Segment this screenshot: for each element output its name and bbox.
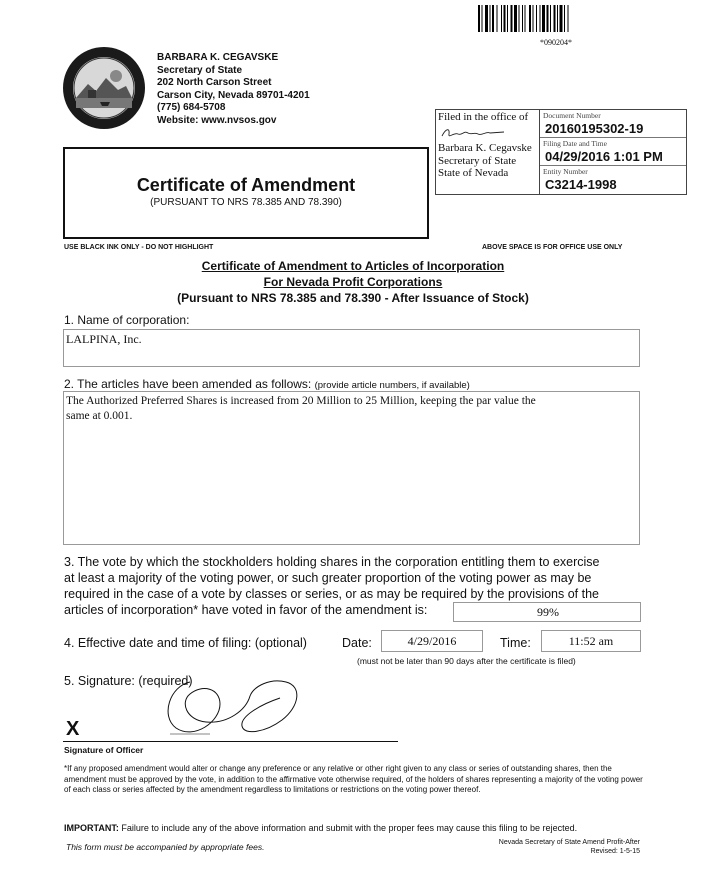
filing-date-value: 04/29/2016 1:01 PM [545, 149, 663, 164]
amendment-label-text: 2. The articles have been amended as follows: [64, 377, 312, 391]
filed-officer-block [438, 142, 532, 180]
nevada-state-seal [62, 46, 146, 130]
signature-x-mark: X [66, 718, 80, 740]
document-number-cell [540, 110, 686, 138]
vote-percentage-value: 99% [537, 605, 559, 619]
entity-number-cell [540, 166, 686, 194]
phone-number: (775) 684-5708 [157, 102, 226, 114]
effective-time-value: 11:52 am [568, 634, 614, 648]
website: Website: www.nvsos.gov [157, 114, 277, 126]
form-revision [440, 838, 640, 856]
filed-title-line: Secretary of State [438, 154, 517, 167]
effective-date-value: 4/29/2016 [407, 634, 457, 648]
date-label: Date: [342, 636, 372, 650]
filed-name-line: Barbara K. Cegavske [438, 142, 532, 154]
entity-number-value: C3214-1998 [545, 177, 617, 192]
filed-state-line: State of Nevada [438, 167, 509, 179]
signature-caption: Signature of Officer [64, 745, 144, 755]
document-number-value: 20160195302-19 [545, 121, 644, 136]
secretary-address [157, 52, 310, 128]
barcode-number: *090204* [540, 38, 572, 47]
effective-time-field[interactable] [541, 630, 641, 652]
filed-in-label: Filed in the office of [438, 111, 529, 123]
footnote: *If any proposed amendment would alter or change any preference or any relative or other right given to any class or series of outstanding shares, then the amendment must be approved by the vote, in addition to the affirmative vote otherwise required, of the holders of shares representing a majority of the voting power of each class or series affected by the amendment regardless to limitations or restrictions on the voting power thereof. [64, 764, 643, 795]
vote-question-line2: at least a majority of the voting power, or such greater proportion of the voting power as may be [64, 571, 592, 585]
important-label: IMPORTANT: [64, 823, 119, 833]
signature-label: 5. Signature: (required) [64, 674, 193, 688]
ink-note: USE BLACK INK ONLY - DO NOT HIGHLIGHT [64, 244, 214, 251]
amendment-text-field[interactable] [63, 391, 640, 545]
effective-date-note: (must not be later than 90 days after the certificate is filed) [357, 656, 576, 666]
officer-title: Secretary of State [157, 64, 243, 76]
filing-date-label: Filing Date and Time [543, 139, 607, 148]
filing-stamp-box [435, 109, 687, 195]
street-address: 202 North Carson Street [157, 77, 272, 89]
corporation-name-value: LALPINA, Inc. [66, 332, 142, 346]
amendment-text-line2: same at 0.001. [66, 410, 133, 422]
signature-line [63, 741, 398, 742]
form-revised: Revised: 1-5-15 [590, 848, 640, 855]
amendment-text [66, 394, 636, 424]
entity-number-label: Entity Number [543, 167, 588, 176]
amendment-label [64, 377, 470, 391]
certificate-title: Certificate of Amendment [136, 175, 356, 195]
form-heading-line1: Certificate of Amendment to Articles of Incorporation [201, 259, 505, 273]
important-notice [64, 823, 577, 833]
time-label: Time: [500, 636, 531, 650]
vote-question-line4: articles of incorporation* have voted in favor of the amendment is: [64, 603, 428, 617]
corporation-name-label: 1. Name of corporation: [64, 313, 190, 327]
filing-date-cell [540, 138, 686, 166]
officer-name: BARBARA K. CEGAVSKE [157, 52, 279, 63]
important-text: Failure to include any of the above information and submit with the proper fees may cause this filing to be rejected. [118, 823, 578, 833]
effective-date-label: 4. Effective date and time of filing: (optional) [64, 636, 307, 650]
document-number-label: Document Number [543, 111, 601, 120]
vote-question-line1: 3. The vote by which the stockholders holding shares in the corporation entitling them to exercise [64, 555, 600, 569]
vote-question-line3: required in the case of a vote by classes or series, or as may be required by the provisions of the [64, 587, 599, 601]
office-use-note: ABOVE SPACE IS FOR OFFICE USE ONLY [482, 244, 623, 251]
amendment-text-line1: The Authorized Preferred Shares is increased from 20 Million to 25 Million, keeping the par value the [66, 395, 536, 407]
city-line: Carson City, Nevada 89701-4201 [157, 89, 310, 101]
amendment-hint: (provide article numbers, if available) [314, 380, 470, 391]
filing-signature [440, 124, 508, 142]
form-heading-line3: (Pursuant to NRS 78.385 and 78.390 - After Issuance of Stock) [177, 291, 529, 305]
certificate-title-box [63, 147, 429, 239]
officer-signature [150, 676, 350, 740]
barcode [478, 5, 642, 32]
form-id: Nevada Secretary of State Amend Profit-After [498, 839, 640, 846]
effective-date-field[interactable] [381, 630, 483, 652]
vote-percentage-field[interactable] [453, 602, 641, 622]
form-heading-line2: For Nevada Profit Corporations [263, 275, 443, 289]
certificate-subtitle: (PURSUANT TO NRS 78.385 AND 78.390) [150, 197, 342, 208]
corporation-name-field[interactable] [63, 329, 640, 367]
fees-note: This form must be accompanied by appropriate fees. [66, 842, 265, 852]
